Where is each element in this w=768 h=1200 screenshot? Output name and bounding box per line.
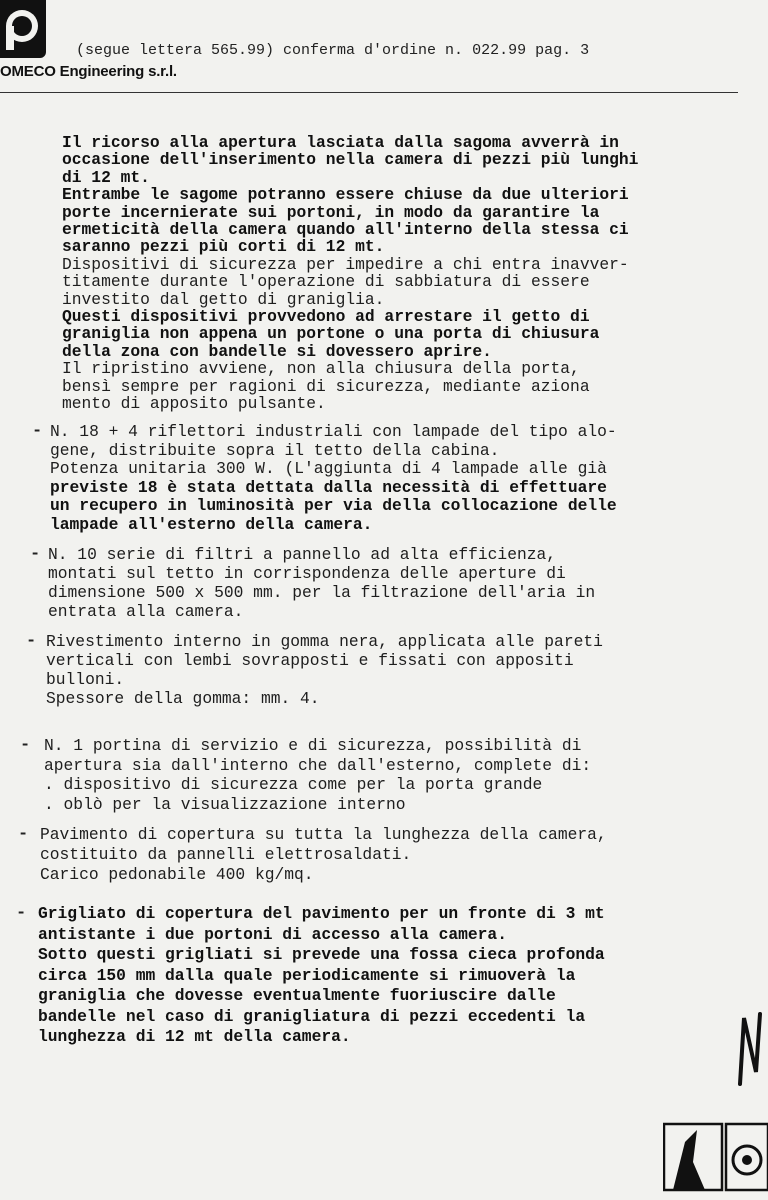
text-line: circa 150 mm dalla quale periodicamente si rimuoverà la: [38, 965, 576, 985]
text-line: Dispositivi di sicurezza per impedire a chi entra inavver-: [62, 254, 629, 274]
text-line: lunghezza di 12 mt della camera.: [38, 1027, 351, 1046]
text-line: Entrambe le sagome potranno essere chiuse da due ulteriori: [62, 185, 629, 205]
text-line: saranno pezzi più corti di 12 mt.: [62, 237, 385, 257]
text-line: montati sul tetto in corrispondenza delle aperture di: [48, 564, 566, 583]
handwritten-initial: [734, 1010, 764, 1095]
text-line: un recupero in luminosità per via della collocazione delle: [50, 496, 617, 515]
text-line: bandelle nel caso di granigliatura di pezzi eccedenti la: [38, 1006, 586, 1026]
bullet-dash: -: [16, 904, 27, 923]
text-line: lampade all'esterno della camera.: [50, 514, 373, 534]
text-line: Carico pedonabile 400 kg/mq.: [40, 865, 314, 884]
text-line: bensì sempre per ragioni di sicurezza, mediante aziona: [62, 376, 590, 396]
text-line: antistante i due portoni di accesso alla camera.: [38, 924, 507, 944]
text-line: N. 18 + 4 riflettori industriali con lampade del tipo alo-: [50, 422, 617, 441]
text-line: di 12 mt.: [62, 167, 150, 187]
bullet-dash: -: [26, 632, 37, 651]
text-line: verticali con lembi sovrapposti e fissati con appositi: [46, 651, 574, 670]
text-line: graniglia non appena un portone o una porta di chiusura: [62, 324, 600, 344]
header-divider: [0, 92, 738, 93]
text-line: bulloni.: [46, 670, 125, 689]
text-line: Rivestimento interno in gomma nera, applicata alle pareti: [46, 632, 603, 651]
document-reference: (segue lettera 565.99) conferma d'ordine n. 022.99 pag. 3: [76, 42, 590, 59]
text-line: . dispositivo di sicurezza come per la porta grande: [44, 775, 543, 794]
text-line: . oblò per la visualizzazione interno: [44, 794, 406, 814]
bullet-dash: -: [18, 825, 29, 844]
text-line: investito dal getto di graniglia.: [62, 289, 385, 309]
bullet-dash: -: [20, 736, 31, 755]
text-line: costituito da pannelli elettrosaldati.: [40, 845, 412, 864]
text-line: graniglia che dovesse eventualmente fuoriuscire dalle: [38, 986, 556, 1005]
text-line: della zona con bandelle si dovessero aprire.: [62, 341, 492, 361]
text-line: Grigliato di copertura del pavimento per un fronte di 3 mt: [38, 904, 605, 923]
text-line: Pavimento di copertura su tutta la lunghezza della camera,: [40, 825, 607, 844]
text-line: previste 18 è stata dettata dalla necessità di effettuare: [50, 477, 607, 497]
text-line: mento di apposito pulsante.: [62, 394, 326, 413]
certification-logos: [663, 1122, 768, 1197]
text-line: ermeticità della camera quando all'interno della stessa ci: [62, 220, 629, 239]
text-line: N. 1 portina di servizio e di sicurezza, possibilità di: [44, 736, 582, 755]
text-line: occasione dell'inserimento nella camera di pezzi più lunghi: [62, 150, 639, 170]
text-line: entrata alla camera.: [48, 602, 244, 621]
text-line: apertura sia dall'interno che dall'esterno, complete di:: [44, 755, 592, 775]
text-line: Sotto questi grigliati si prevede una fossa cieca profonda: [38, 945, 605, 964]
text-line: N. 10 serie di filtri a pannello ad alta efficienza,: [48, 545, 557, 564]
text-line: Potenza unitaria 300 W. (L'aggiunta di 4 lampade alle già: [50, 459, 607, 478]
text-line: Il ricorso alla apertura lasciata dalla sagoma avverrà in: [62, 133, 619, 152]
text-line: gene, distribuite sopra il tetto della cabina.: [50, 440, 500, 460]
bullet-dash: -: [30, 545, 41, 564]
text-line: porte incernierate sui portoni, in modo da garantire la: [62, 202, 600, 222]
text-line: Il ripristino avviene, non alla chiusura della porta,: [62, 359, 580, 379]
text-line: titamente durante l'operazione di sabbiatura di essere: [62, 272, 590, 292]
company-logo: [0, 0, 46, 58]
text-line: Questi dispositivi provvedono ad arrestare il getto di: [62, 307, 590, 326]
bullet-dash: -: [32, 422, 43, 441]
company-name: OMECO Engineering s.r.l.: [0, 63, 177, 80]
text-line: dimensione 500 x 500 mm. per la filtrazione dell'aria in: [48, 583, 596, 602]
text-line: Spessore della gomma: mm. 4.: [46, 689, 320, 708]
